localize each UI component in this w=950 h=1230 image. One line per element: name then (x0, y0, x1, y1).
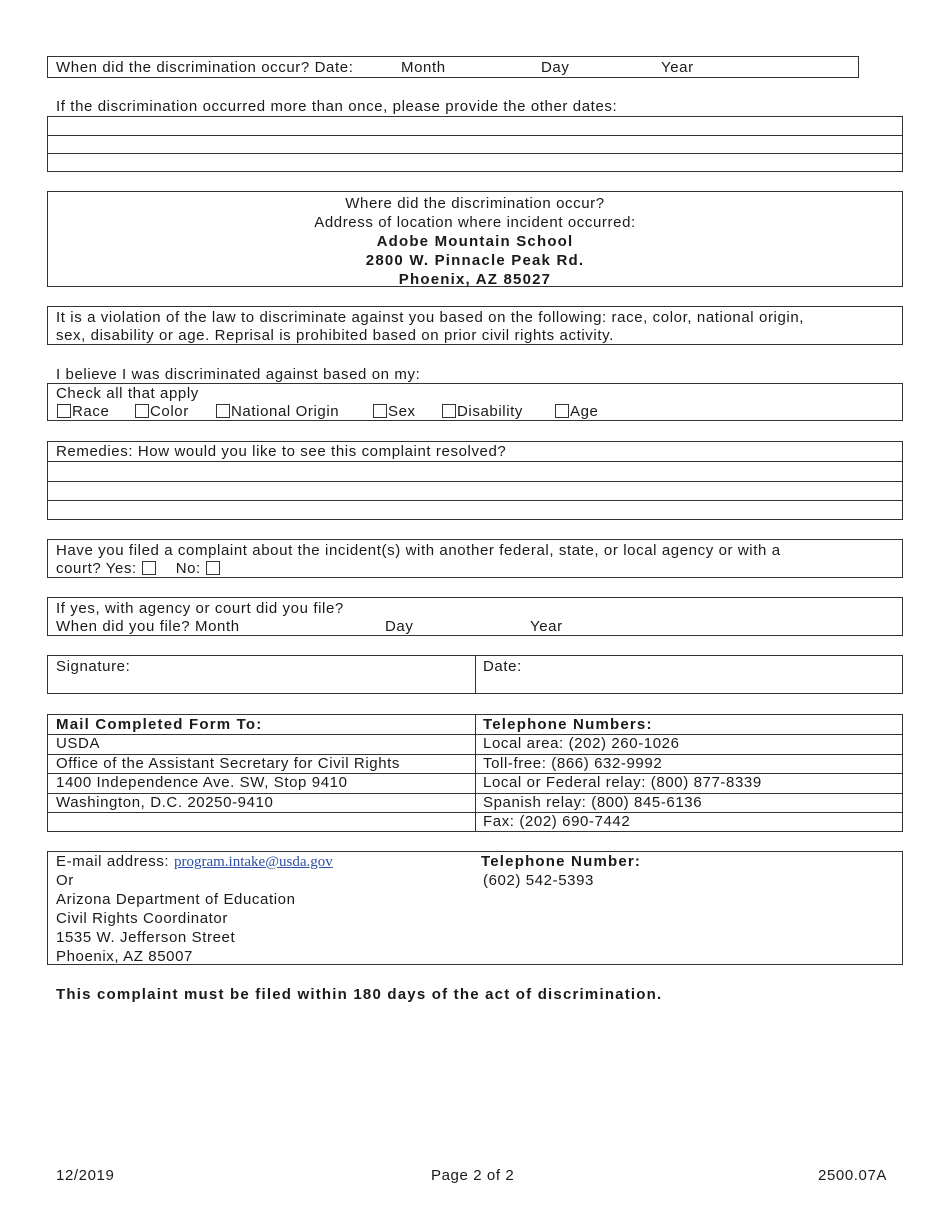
race-checkbox[interactable] (57, 404, 71, 418)
footer-date: 12/2019 (56, 1167, 115, 1184)
basis-option-age[interactable]: Age (555, 403, 599, 421)
filed-elsewhere-line-1: Have you filed a complaint about the incident(s) with another federal, state, or local agency or with a (56, 542, 781, 559)
remedies-label: Remedies: How would you like to see this complaint resolved? (56, 443, 507, 460)
remedies-field-2[interactable] (48, 482, 902, 500)
mail-phone-table (47, 714, 903, 832)
mail-line: Washington, D.C. 20250-9410 (56, 794, 274, 811)
contact-street: 1535 W. Jefferson Street (56, 929, 236, 946)
contact-city: Phoenix, AZ 85007 (56, 948, 193, 965)
mail-header: Mail Completed Form To: (56, 716, 263, 733)
phones-header: Telephone Numbers: (483, 716, 653, 733)
remedies-box (47, 441, 903, 520)
law-notice-line-1: It is a violation of the law to discriminate against you based on the following: race, color, national origin, (56, 309, 805, 326)
footer-page-number: Page 2 of 2 (431, 1167, 515, 1184)
basis-option-sex[interactable]: Sex (373, 403, 416, 421)
sex-checkbox[interactable] (373, 404, 387, 418)
location-question: Where did the discrimination occur? (345, 195, 605, 212)
contact-box (47, 851, 903, 965)
phone-line: Fax: (202) 690-7442 (483, 813, 631, 830)
basis-option-disability[interactable]: Disability (442, 403, 523, 421)
other-dates-label: If the discrimination occurred more than once, please provide the other dates: (56, 98, 618, 115)
basis-option-race[interactable]: Race (57, 403, 109, 421)
location-address-label: Address of location where incident occurred: (314, 214, 636, 231)
disability-checkbox[interactable] (442, 404, 456, 418)
mail-line: USDA (56, 735, 101, 752)
mail-line: 1400 Independence Ave. SW, Stop 9410 (56, 774, 348, 791)
filed-elsewhere-box (47, 539, 903, 578)
contact-phone-header: Telephone Number: (481, 853, 642, 870)
contact-or: Or (56, 872, 74, 889)
other-dates-field-3[interactable] (48, 154, 902, 171)
basis-label: I believe I was discriminated against based on my: (56, 366, 421, 383)
color-checkbox[interactable] (135, 404, 149, 418)
contact-title: Civil Rights Coordinator (56, 910, 228, 927)
basis-option-color[interactable]: Color (135, 403, 189, 421)
remedies-field-3[interactable] (48, 501, 902, 519)
agency-when-month-label[interactable]: When did you file? Month (56, 618, 240, 635)
agency-year-label[interactable]: Year (530, 618, 563, 635)
age-checkbox[interactable] (555, 404, 569, 418)
remedies-field-1[interactable] (48, 462, 902, 481)
other-dates-field-1[interactable] (48, 117, 902, 135)
basis-box (47, 383, 903, 421)
occurrence-date-box (47, 56, 859, 78)
email-line (56, 853, 333, 871)
email-label: E-mail address: (56, 853, 170, 870)
law-notice-box (47, 306, 903, 345)
signature-date-label[interactable]: Date: (483, 658, 522, 675)
agency-day-label[interactable]: Day (385, 618, 414, 635)
basis-check-label: Check all that apply (56, 385, 199, 402)
email-link[interactable]: program.intake@usda.gov (173, 854, 333, 870)
national-origin-checkbox[interactable] (216, 404, 230, 418)
agency-box (47, 597, 903, 636)
filed-yes-checkbox[interactable] (142, 561, 156, 575)
location-city: Phoenix, AZ 85027 (398, 271, 552, 288)
location-street: 2800 W. Pinnacle Peak Rd. (365, 252, 585, 269)
law-notice-line-2: sex, disability or age. Reprisal is prohibited based on prior civil rights activity. (56, 327, 614, 344)
agency-question: If yes, with agency or court did you file? (56, 600, 344, 617)
filing-deadline-notice: This complaint must be filed within 180 days of the act of discrimination. (56, 986, 663, 1003)
contact-org: Arizona Department of Education (56, 891, 296, 908)
signature-label[interactable]: Signature: (56, 658, 131, 675)
occurrence-day-label[interactable]: Day (541, 59, 570, 76)
phone-line: Spanish relay: (800) 845-6136 (483, 794, 703, 811)
phone-line: Local or Federal relay: (800) 877-8339 (483, 774, 762, 791)
other-dates-box (47, 116, 903, 172)
other-dates-field-2[interactable] (48, 136, 902, 153)
phone-line: Toll-free: (866) 632-9992 (483, 755, 663, 772)
phone-line: Local area: (202) 260-1026 (483, 735, 680, 752)
filed-elsewhere-line-2: court? Yes: No: (56, 560, 221, 578)
contact-phone: (602) 542-5393 (483, 872, 594, 889)
footer-form-number: 2500.07A (818, 1167, 888, 1184)
occurrence-month-label[interactable]: Month (401, 59, 446, 76)
occurrence-question: When did the discrimination occur? Date: (56, 59, 354, 76)
location-name: Adobe Mountain School (376, 233, 574, 250)
mail-line: Office of the Assistant Secretary for Civil Rights (56, 755, 401, 772)
location-box (47, 191, 903, 287)
filed-no-checkbox[interactable] (206, 561, 220, 575)
basis-option-national-origin[interactable]: National Origin (216, 403, 339, 421)
occurrence-year-label[interactable]: Year (661, 59, 694, 76)
signature-box (47, 655, 903, 694)
